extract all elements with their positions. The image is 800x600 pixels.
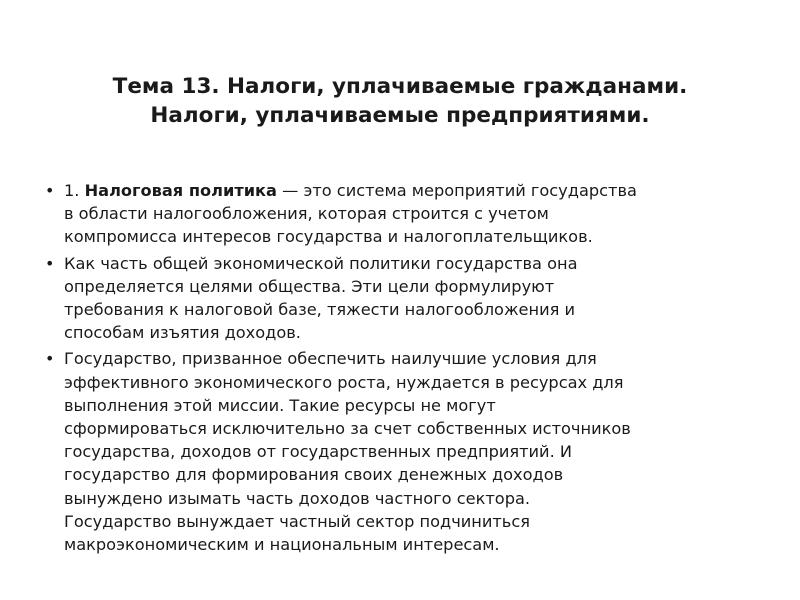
bullet-1-line-3: компромисса интересов государства и налогоплательщиков.: [64, 227, 593, 247]
bullet-3-line-6: государство для формирования своих денежных доходов: [64, 465, 564, 485]
bullet-3-line-3: выполнения этой миссии. Такие ресурсы не могут: [64, 395, 496, 415]
bullet-3-line-4: сформироваться исключительно за счет собственных источников: [64, 419, 631, 439]
bullet-1-prefix: 1.: [64, 181, 85, 200]
bullet-item-1: [45, 179, 760, 249]
bullet-dot-icon: •: [45, 181, 55, 200]
bullet-3-line-2: эффективного экономического роста, нуждается в ресурсах для: [64, 372, 624, 392]
title-line-2: Налоги, уплачиваемые предприятиями.: [150, 103, 650, 128]
bullet-1-term: Налоговая политика: [84, 181, 277, 200]
slide-title: [40, 72, 760, 130]
bullet-2-line-1: Как часть общей экономической политики государства она: [64, 253, 578, 273]
bullet-list: [45, 179, 760, 559]
bullet-3-line-7: вынуждено изымать часть доходов частного сектора.: [64, 488, 531, 508]
bullet-3-line-8: Государство вынуждает частный сектор подчиниться: [64, 511, 530, 531]
bullet-3-line-1: Государство, призванное обеспечить наилучшие условия для: [64, 349, 597, 369]
bullet-3-line-9: макроэкономическим и национальным интересам.: [64, 535, 500, 555]
bullet-dot-icon: •: [45, 253, 55, 273]
bullet-dot-icon: •: [45, 349, 55, 369]
bullet-1-line-1: [64, 179, 760, 202]
bullet-2-line-3: требования к налоговой базе, тяжести налогообложения и: [64, 300, 576, 320]
bullet-item-3: [45, 347, 760, 556]
bullet-2-line-4: способам изъятия доходов.: [64, 323, 301, 343]
bullet-2-line-2: определяется целями общества. Эти цели формулируют: [64, 276, 555, 296]
bullet-1-line-2: в области налогообложения, которая строится с учетом: [64, 204, 549, 224]
bullet-3-line-5: государства, доходов от государственных предприятий. И: [64, 442, 572, 462]
bullet-1-text: — это система мероприятий государства: [276, 181, 637, 200]
title-line-1: Тема 13. Налоги, уплачиваемые гражданами.: [112, 74, 688, 99]
bullet-item-2: [45, 252, 760, 345]
